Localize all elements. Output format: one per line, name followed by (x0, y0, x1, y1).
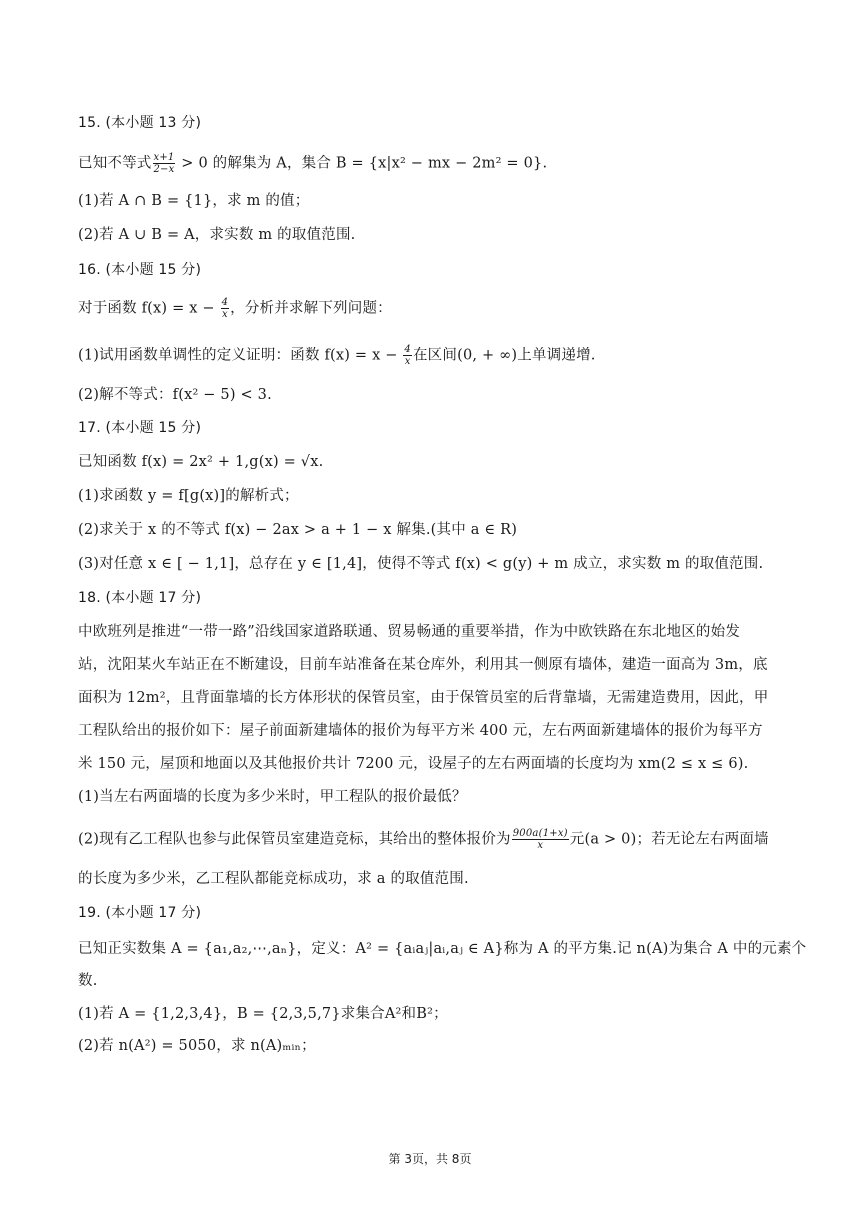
problem-18-para-line-5: 米 150 元，屋顶和地面以及其他报价共计 7200 元，设屋子的左右两面墙的长度均为 xm(2 ≤ x ≤ 6). (78, 756, 749, 772)
problem-18-para-line-1: 中欧班列是推进“一带一路”沿线国家道路联通、贸易畅通的重要举措，作为中欧铁路在东北地区的始发 (78, 624, 741, 640)
page-footer: 第 3页，共 8页 (388, 1152, 472, 1166)
fraction-denominator: x (221, 309, 228, 320)
problem-18-para-line-3: 面积为 12m²，且背面靠墙的长方体形状的保管员室，由于保管员室的后背靠墙，无需建造费用，因此，甲 (78, 690, 769, 706)
problem-16-q2: (2)解不等式：f(x² − 5) < 3. (78, 387, 272, 403)
problem-17-heading: 17. (本小题 15 分) (78, 420, 202, 436)
fraction-numerator: 900a(1+x) (512, 828, 568, 839)
problem-18-q2-text: (2)现有乙工程队也参与此保管员室建造竞标，其给出的整体报价为 (78, 831, 511, 848)
fraction-denominator: x (537, 840, 544, 851)
problem-15-fraction (153, 152, 176, 175)
problem-17-q1: (1)求函数 y = f[g(x)]的解析式； (78, 488, 299, 504)
problem-16-heading: 16. (本小题 15 分) (78, 262, 202, 278)
problem-17-stem: 已知函数 f(x) = 2x² + 1,g(x) = √x. (78, 454, 324, 470)
problem-19-q1: (1)若 A = {1,2,3,4}，B = {2,3,5,7}求集合A²和B²； (78, 1006, 448, 1022)
problem-18-q2-line-2: 的长度为多少米，乙工程队都能竞标成功，求 a 的取值范围. (78, 871, 469, 887)
problem-18-heading: 18. (本小题 17 分) (78, 590, 202, 606)
problem-15-q2: (2)若 A ∪ B = A，求实数 m 的取值范围. (78, 227, 356, 243)
fraction-denominator: 2−x (153, 164, 175, 175)
problem-17-q3: (3)对任意 x ∈ [ − 1,1]，总存在 y ∈ [1,4]，使得不等式 f(x) < g(y) + m 成立，求实数 m 的取值范围. (78, 556, 764, 572)
problem-16-stem (78, 297, 784, 320)
problem-15-stem-text: 已知不等式 (78, 155, 152, 172)
problem-19-q2: (2)若 n(A²) = 5050，求 n(A)ₘᵢₙ； (78, 1038, 316, 1054)
problem-15-heading: 15. (本小题 13 分) (78, 115, 202, 131)
problem-18-q2 (78, 828, 784, 851)
problem-18-q1: (1)当左右两面墙的长度为多少米时，甲工程队的报价最低？ (78, 789, 467, 805)
problem-16-q1-text-2: 在区间(0, + ∞)上单调递增. (412, 347, 596, 364)
problem-16-q1-text: (1)试用函数单调性的定义证明：函数 f(x) = x − (78, 347, 403, 364)
problem-15-stem-text-2: > 0 的解集为 A，集合 B = {x|x² − mx − 2m² = 0}. (176, 155, 548, 172)
fraction-numerator: 4 (404, 344, 411, 355)
fraction-numerator: 4 (221, 297, 229, 308)
problem-18-para-line-4: 工程队给出的报价如下：屋子前面新建墙体的报价为每平方米 400 元，左右两面新建墙体的报价为每平方 (78, 723, 763, 739)
problem-16-q1-fraction (403, 344, 412, 367)
problem-16-q1 (78, 344, 784, 367)
problem-18-q2-text-2: 元(a > 0)；若无论左右两面墙 (569, 831, 769, 848)
problem-15-q1: (1)若 A ∩ B = {1}，求 m 的值； (78, 193, 310, 209)
problem-19-stem-line-1: 已知正实数集 A = {a₁,a₂,⋯,aₙ}，定义：A² = {aᵢaⱼ|aᵢ,aⱼ ∈ A}称为 A 的平方集.记 n(A)为集合 A 中的元素个 (78, 941, 807, 957)
problem-19-stem-line-2: 数. (78, 973, 98, 989)
problem-16-stem-text: 对于函数 f(x) = x − (78, 300, 220, 317)
fraction-numerator: x+1 (153, 152, 175, 163)
problem-15-stem (78, 152, 784, 175)
problem-18-para-line-2: 站，沈阳某火车站正在不断建设，目前车站准备在某仓库外，利用其一侧原有墙体，建造一面高为 3m，底 (78, 657, 768, 673)
problem-18-q2-fraction (512, 828, 569, 851)
problem-16-fraction (221, 297, 230, 320)
problem-19-heading: 19. (本小题 17 分) (78, 905, 202, 921)
problem-17-q2: (2)求关于 x 的不等式 f(x) − 2ax > a + 1 − x 解集.(其中 a ∈ R) (78, 522, 518, 538)
problem-16-stem-text-2: ，分析并求解下列问题： (230, 300, 392, 317)
fraction-denominator: x (404, 356, 411, 367)
